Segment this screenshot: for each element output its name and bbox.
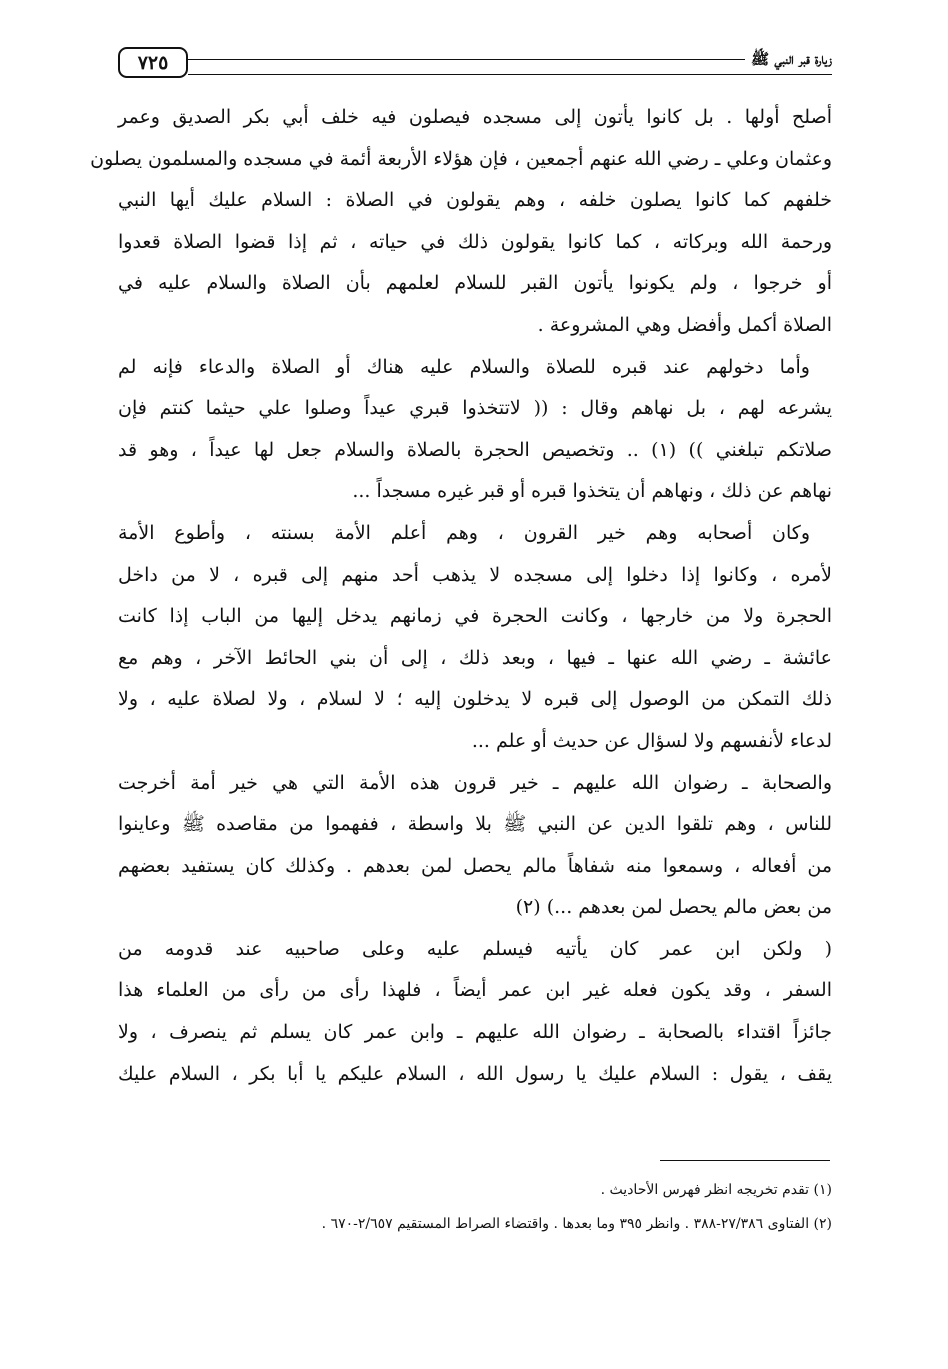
text-line: ورحمة الله وبركاته ، كما كانوا يقولون ذلك في حياته ، ثم إذا قضوا الصلاة قعدوا: [118, 230, 832, 253]
text-line: جائزاً اقتداء بالصحابة ـ رضوان الله عليهم ـ وابن عمر كان يسلم ثم ينصرف ، ولا: [118, 1021, 832, 1044]
footnote-1: (١) تقدم تخريجه انظر فهرس الأحاديث .: [600, 1182, 832, 1198]
text-line: من أفعاله ، وسمعوا منه شفاهاً مالم يحصل لمن بعدهم . وكذلك كان يستفيد بعضهم: [118, 854, 832, 877]
running-title: زيارة قبر النبي ﷺ: [745, 50, 832, 72]
text-line: لدعاء لأنفسهم ولا لسؤال عن حديث أو علم ...: [471, 729, 832, 752]
text-line: أصلح أولها . بل كانوا يأتون إلى مسجده فيصلون فيه خلف أبي بكر الصديق وعمر: [118, 106, 832, 128]
page-number: ٧٢٥: [118, 47, 188, 78]
header-rule-bottom: [188, 74, 832, 75]
text-line: من بعض مالم يحصل لمن بعدهم ...) (٢): [515, 896, 832, 919]
text-line: للناس ، وهم تلقوا الدين عن النبي ﷺ بلا واسطة ، ففهموا من مقاصده ﷺ وعاينوا: [118, 813, 832, 836]
text-line: أو خرجوا ، ولم يكونوا يأتون القبر للسلام لعلمهم بأن الصلاة والسلام عليه في: [118, 272, 832, 295]
text-line: السفر ، وقد يكون فعله غير ابن عمر أيضاً ، فلهذا رأى من رأى من العلماء هذا: [118, 979, 832, 1002]
header-rule-top: [188, 59, 832, 60]
text-line: لأمره ، وكانوا إذا دخلوا إلى مسجده لا يذهب أحد منهم إلى قبره ، لا من داخل: [118, 563, 832, 586]
text-line: وعثمان وعلي ـ رضي الله عنهم أجمعين ، فإن هؤلاء الأربعة أئمة في مسجده والمسلمون يصلون: [90, 147, 832, 170]
text-line: الحجرة ولا من خارجها ، وكانت الحجرة في زمانهم يدخل إليها من الباب إذا كانت: [118, 605, 832, 628]
text-line: والصحابة ـ رضوان الله عليهم ـ خير قرون هذه الأمة التي هي خير أمة أخرجت: [118, 771, 832, 794]
text-line: الصلاة أكمل وأفضل وهي المشروعة .: [537, 313, 832, 336]
text-line: وأما دخولهم عند قبره للصلاة والسلام عليه هناك أو الصلاة والدعاء فإنه لم: [118, 355, 810, 378]
text-line: يقف ، يقول : السلام عليك يا رسول الله ، السلام عليكم يا أبا بكر ، السلام عليك: [118, 1062, 832, 1085]
text-line: عائشة ـ رضي الله عنها ـ فيها ، وبعد ذلك ، إلى أن بني الحائط الآخر ، وهم مع: [118, 646, 832, 669]
footnote-separator: [660, 1160, 830, 1161]
main-text: [90, 97, 832, 1095]
text-line: يشرعه لهم ، بل نهاهم وقال : (( لاتتخذوا قبري عيداً وصلوا علي حيثما كنتم فإن: [118, 397, 832, 420]
text-line: ( ولكن ابن عمر كان يأتيه فيسلم عليه وعلى صاحبيه عند قدومه من: [118, 937, 832, 960]
text-line: ذلك التمكن من الوصول إلى قبره لا يدخلون إليه ؛ لا لسلام ، ولا لصلاة عليه ، ولا: [118, 688, 832, 711]
text-line: صلاتكم تبلغني )) (١) .. وتخصيص الحجرة بالصلاة والسلام جعل لها عيداً ، وهو قد: [118, 438, 832, 461]
text-line: خلفهم كما كانوا يصلون خلفه ، وهم يقولون في الصلاة : السلام عليك أيها النبي: [118, 189, 832, 212]
text-line: وكان أصحابه وهم خير القرون ، وهم أعلم الأمة بسنته ، وأطوع الأمة: [118, 521, 810, 544]
footnote-2: (٢) الفتاوى ٢٧/٣٨٦-٣٨٨ . وانظر ٣٩٥ وما بعدها . واقتضاء الصراط المستقيم ٢/٦٥٧-٦٧٠ .: [321, 1216, 832, 1232]
text-line: نهاهم عن ذلك ، ونهاهم أن يتخذوا قبره أو قبر غيره مسجداً ...: [352, 480, 832, 503]
